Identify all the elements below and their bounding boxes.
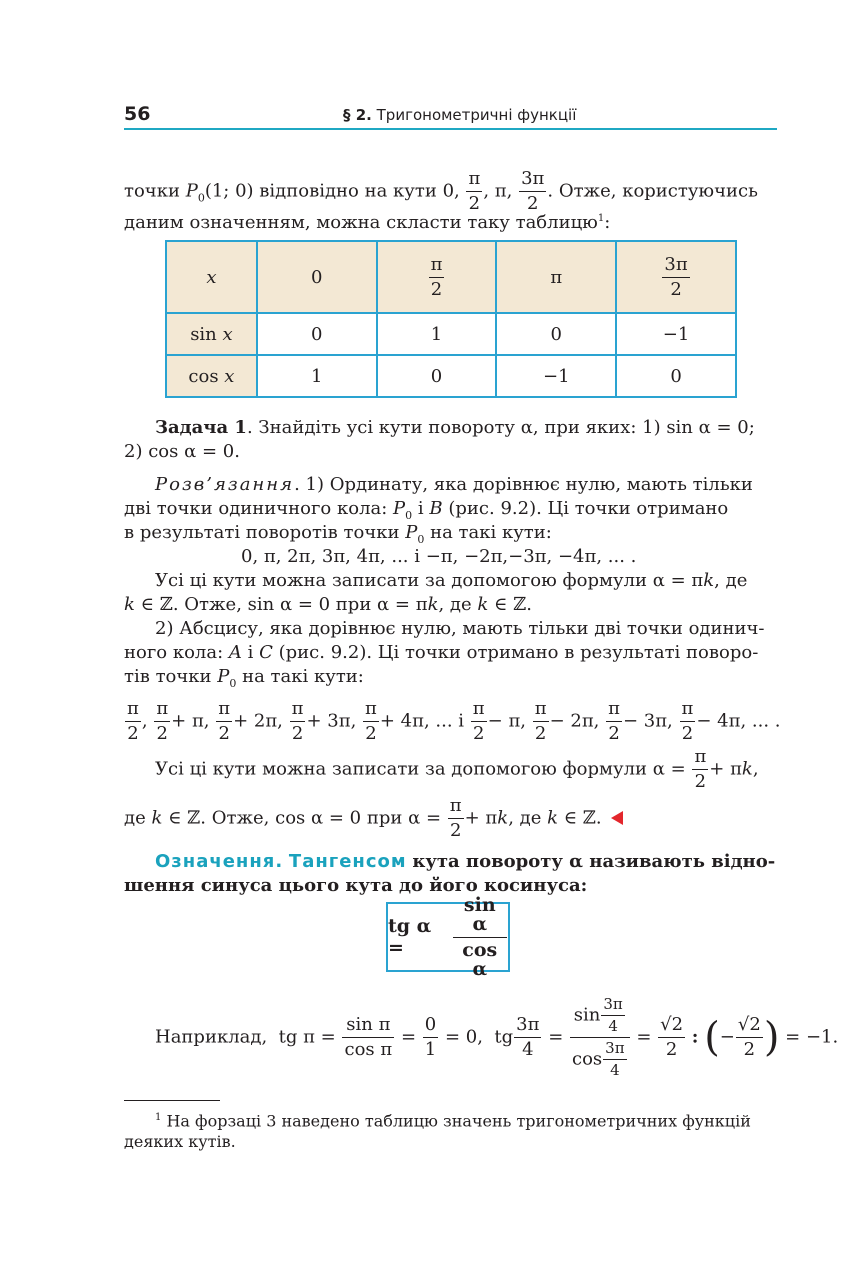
header-cell-x: x — [166, 241, 257, 313]
formula-line-2: де k ∈ ℤ. Отже, cos α = 0 при α = $\frac{\pi}{2}$ + πk, де k ∈ ℤ. — [124, 797, 623, 840]
table-cell: −1 — [496, 355, 616, 397]
table-row-cos — [166, 355, 736, 397]
definition-line-1: Означення. Тангенсом кута повороту α називають відно- — [155, 851, 776, 872]
solution-line-3: в результаті поворотів точки $P_0$ на такі кути: — [124, 522, 552, 546]
page-number: 56 — [124, 103, 151, 125]
intro-line-1: точки $P_0(1$; 0) відповідно на кути 0, $\frac{\pi}{2}$ , π, $\frac{3\pi}{2}$ . Отже, користуючись — [124, 168, 758, 214]
table-cell: 1 — [257, 355, 377, 397]
footnote-ref: 1 — [597, 213, 605, 224]
table-row-sin — [166, 313, 736, 355]
section-title — [343, 106, 576, 124]
compound-fraction: sin $\frac{3\pi}{4}$ cos $\frac{3\pi}{4}$ — [570, 997, 630, 1078]
table-cell: 1 — [377, 313, 497, 355]
table-cell: 0 — [616, 355, 736, 397]
row-label-sin: sin x — [166, 313, 257, 355]
task-line-2: 2) cos α = 0. — [124, 441, 240, 462]
footnote-mark: 1 — [155, 1112, 162, 1123]
header-cell-pi-2: $\frac{\pi}{2}$ — [377, 241, 497, 313]
end-of-solution-marker-icon — [611, 811, 623, 825]
solution-label: Розв’язання — [155, 474, 295, 495]
table-cell: 0 — [257, 313, 377, 355]
tangent-formula-box: tg α = $\frac{\text{sin α}}{\text{cos α}}$ — [386, 902, 510, 972]
solution-line-1: Розв’язання. 1) Ординату, яка дорівнює нулю, мають тільки — [155, 474, 753, 495]
header-cell-3pi-2: $\frac{3\pi}{2}$ — [616, 241, 736, 313]
table-cell: 0 — [377, 355, 497, 397]
task-line-1: Задача 1. Знайдіть усі кути повороту α, при яких: 1) sin α = 0; — [155, 417, 755, 438]
fraction-3pi-over-2: $\frac{3\pi}{2}$ — [521, 168, 545, 214]
solution-part2-line-3: тів точки $P_0$ на такі кути: — [124, 666, 364, 690]
section-name: Тригонометричні функції — [376, 106, 577, 124]
intro-line-2: даним означенням, можна скласти таку таблицю$^1$: — [124, 212, 611, 233]
footnote-rule — [124, 1100, 220, 1101]
header-cell-0: 0 — [257, 241, 377, 313]
solution-line-5: Усі ці кути можна записати за допомогою формули α = πk, де — [155, 570, 748, 591]
task-title: Задача 1 — [155, 417, 247, 438]
section-mark: § 2. — [343, 106, 372, 124]
definition-word: Означення. — [155, 851, 284, 872]
solution-angles-list: 0, π, 2π, 3π, 4π, ... і −π, −2π,−3π, −4π, ... . — [241, 546, 637, 567]
header-rule — [124, 128, 777, 130]
table-cell: −1 — [616, 313, 736, 355]
trig-values-table — [165, 240, 737, 398]
solution-line-6: k ∈ ℤ. Отже, sin α = 0 при α = πk, де k ∈ ℤ. — [124, 594, 532, 615]
row-label-cos: cos x — [166, 355, 257, 397]
definition-term: Тангенсом — [288, 851, 407, 872]
header-cell-pi: π — [496, 241, 616, 313]
definition-line-2: шення синуса цього кута до його косинуса: — [124, 875, 588, 896]
formula-line-1: Усі ці кути можна записати за допомогою формули α = $\frac{\pi}{2}$ + πk, — [155, 746, 759, 792]
example-line: Наприклад, tg π = $\frac{\text{sin π}}{\text{cos π}}$ = $\frac{0}{1}$ = 0, tg $\frac{3\pi}{4}$ = sin $\frac{3\pi}{4}$ cos $\frac{3\pi}{4}$ = $\frac{√2}{2}$ : (− $\frac{√2}{2}$ ) = −1. — [155, 995, 839, 1079]
solution-line-2: дві точки одиничного кола: $P_0$ і B (рис. 9.2). Ці точки отримано — [124, 498, 729, 522]
fraction-pi-over-2: $\frac{\pi}{2}$ — [468, 168, 481, 214]
table-cell: 0 — [496, 313, 616, 355]
solution-part2-line-1: 2) Абсцису, яка дорівнює нулю, мають тільки дві точки одинич- — [155, 618, 765, 639]
series-of-angles: $\frac{\pi}{2}$ , $\frac{\pi}{2}$ + π, $\frac{\pi}{2}$ + 2π, $\frac{\pi}{2}$ + 3π, $\frac{\pi}{2}$ + 4π, ... і $\frac{\pi}{2}$ − π, $\frac{\pi}{2}$ − 2π, $\frac{\pi}{2}$ − 3π, $\frac{\pi}{2}$ − 4π, ... . — [127, 698, 781, 744]
solution-part2-line-2: ного кола: A і C (рис. 9.2). Ці точки отримано в результаті поворо- — [124, 642, 759, 663]
table-header-row — [166, 241, 736, 313]
footnote-line-2: деяких кутів. — [124, 1132, 236, 1151]
footnote-line-1: $^1$ На форзаці 3 наведено таблицю значень тригонометричних функцій — [155, 1111, 751, 1131]
